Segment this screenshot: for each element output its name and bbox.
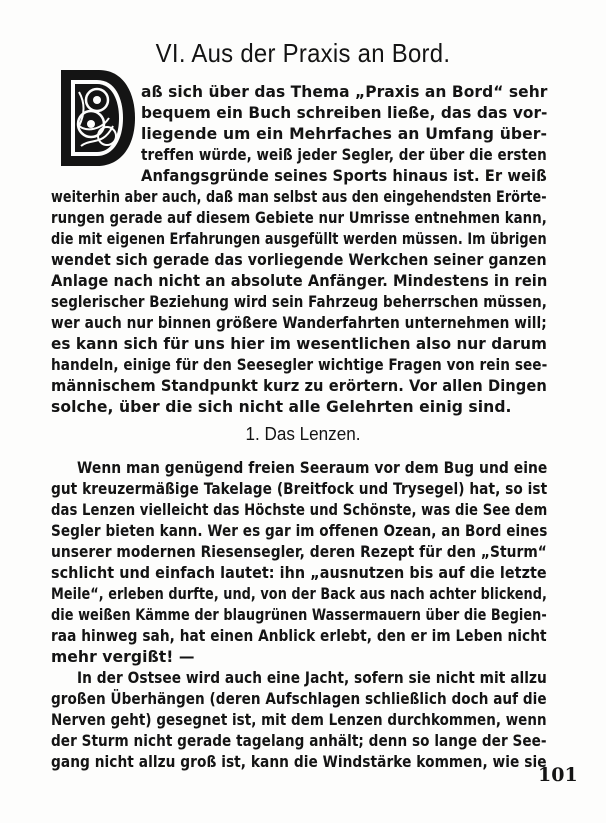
text-line: die mit eigenen Erfahrungen ausgefüllt werden müssen. Im übrigen: [51, 230, 547, 248]
text-line: liegende um ein Mehrfaches an Umfang über-: [141, 125, 547, 143]
text-line: Anlage nach nicht an absolute Anfänger. Mindestens in rein: [51, 272, 548, 290]
text-line: raa hinweg sah, hat einen Anblick erlebt, den er im Leben nicht: [51, 627, 547, 645]
text-line: gut kreuzermäßige Takelage (Breitfock und Trysegel) hat, so ist: [51, 480, 548, 498]
text-line: wer auch nur binnen größere Wanderfahrten unternehmen will;: [51, 314, 547, 332]
text-line: mehr vergißt! —: [51, 648, 195, 666]
drop-cap-letter: D: [57, 66, 58, 67]
text-line: In der Ostsee wird auch eine Jacht, sofern sie nicht mit allzu: [77, 669, 547, 687]
text-line: Meile“, erleben durfte, und, von der Back aus nach achter blickend,: [51, 585, 547, 603]
text-line: aß sich über das Thema „Praxis an Bord“ sehr: [141, 83, 548, 101]
text-line: großen Überhängen (deren Aufschlagen schließlich doch auf die: [51, 690, 547, 708]
text-line: Nerven geht) gesegnet ist, mit dem Lenzen durchkommen, wenn: [51, 711, 547, 729]
text-line: wendet sich gerade das vorliegende Werkchen seiner ganzen: [51, 251, 547, 269]
text-line: das Lenzen vielleicht das Höchste und Schönste, was die See dem: [51, 501, 548, 519]
text-line: schlicht und einfach lautet: ihn „ausnutzen bis auf die letzte: [51, 564, 547, 582]
text-line: treffen würde, weiß jeder Segler, der über die ersten: [141, 146, 547, 164]
text-line: männischem Standpunkt kurz zu erörtern. Vor allen Dingen: [51, 377, 547, 395]
text-line: die weißen Kämme der blaugrünen Wassermauern über die Begien-: [51, 606, 547, 624]
chapter-title: VI. Aus der Praxis an Bord.: [155, 38, 451, 68]
text-line: bequem ein Buch schreiben ließe, das das vor-: [141, 104, 548, 122]
text-line: handeln, einige für den Seesegler wichtige Fragen von rein see-: [51, 356, 548, 374]
text-line: unserer modernen Riesensegler, deren Rezept für den „Sturm“: [51, 543, 547, 561]
text-line: solche, über die sich nicht alle Gelehrten einig sind.: [51, 398, 512, 416]
section-title: 1. Das Lenzen.: [245, 424, 361, 444]
text-line: gang nicht allzu groß ist, kann die Windstärke kommen, wie sie: [51, 753, 547, 771]
text-line: weiterhin aber auch, daß man selbst aus den eingehendsten Erörte-: [51, 188, 547, 206]
text-line: rungen gerade auf diesem Gebiete nur Umrisse entnehmen kann,: [51, 209, 547, 227]
page-number: 101: [538, 764, 578, 786]
text-line: Segler bieten kann. Wer es gar im offenen Ozean, an Bord eines: [51, 522, 548, 540]
text-line: der Sturm nicht gerade tagelang anhält; denn so lange der See-: [51, 732, 547, 750]
text-line: Wenn man genügend freien Seeraum vor dem Bug und eine: [77, 459, 548, 477]
ornamental-drop-cap-d: [57, 66, 137, 170]
text-line: seglerischer Beziehung wird sein Fahrzeug beherrschen müssen,: [51, 293, 547, 311]
text-line: es kann sich für uns hier im wesentlichen also nur darum: [51, 335, 547, 353]
text-line: Anfangsgründe seines Sports hinaus ist. Er weiß: [141, 167, 547, 185]
